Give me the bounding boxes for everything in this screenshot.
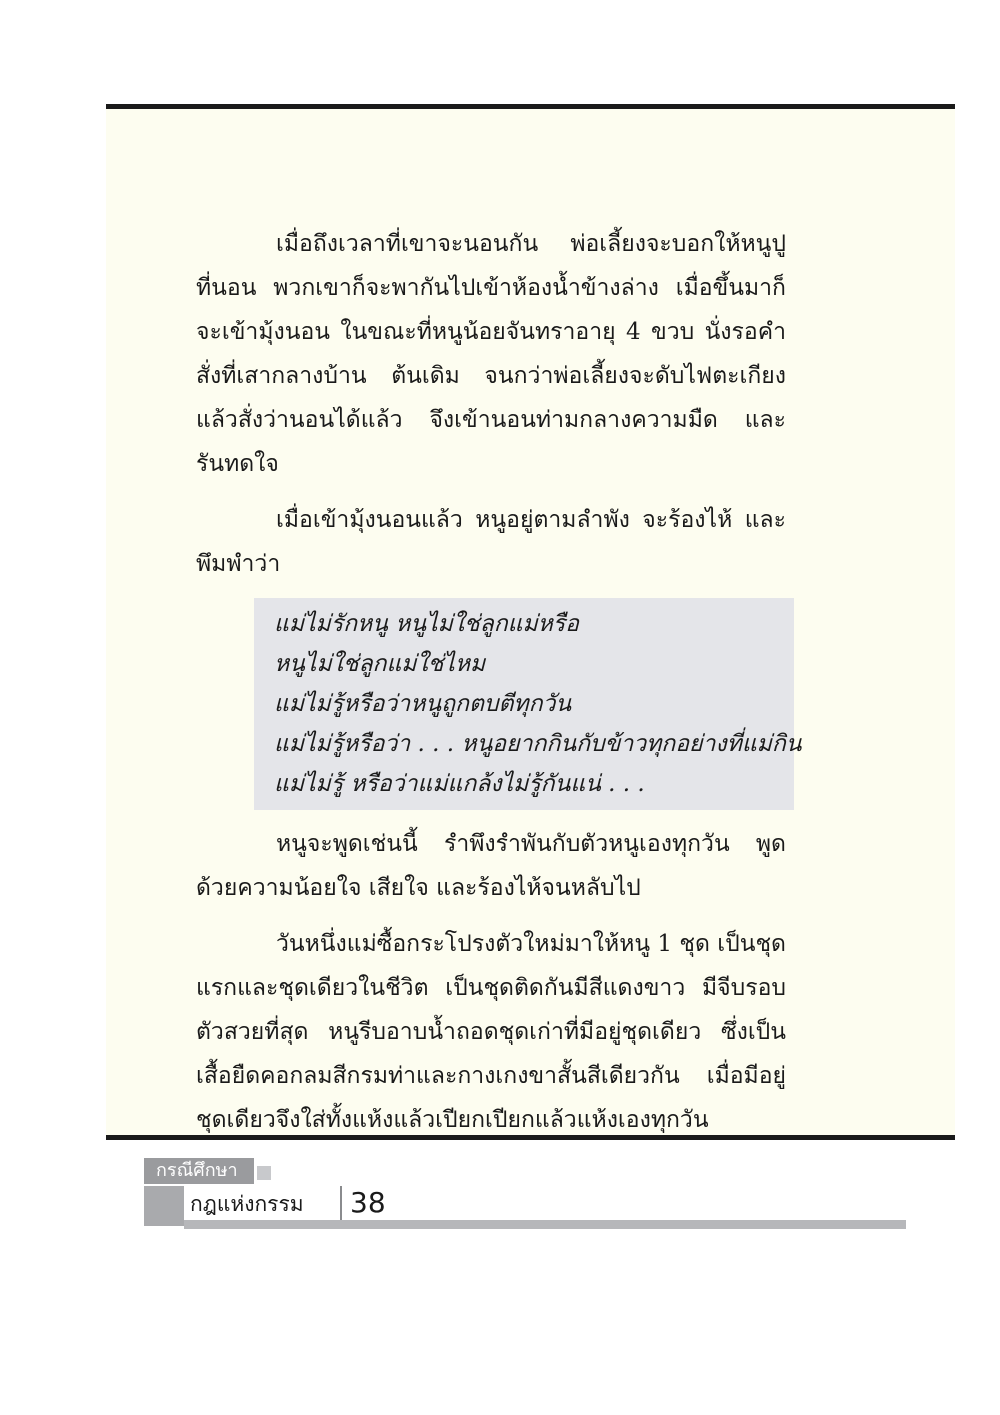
quote-line: แม่ไม่รู้หรือว่าหนูถูกตบตีทุกวัน	[274, 691, 572, 717]
quote-line: แม่ไม่รู้หรือว่า . . . หนูอยากกินกับข้าวทุกอย่างที่แม่กิน	[274, 731, 802, 757]
main-text	[196, 222, 802, 1154]
quote-line: แม่ไม่รักหนู หนูไม่ใช่ลูกแม่หรือ	[274, 611, 579, 637]
footer-decor-block	[144, 1186, 184, 1226]
footer-bar	[184, 1220, 906, 1229]
footer-decor-square	[257, 1166, 271, 1180]
top-rule	[106, 104, 955, 109]
footer-category: กรณีศึกษา	[156, 1160, 238, 1181]
paragraph-2: เมื่อเข้ามุ้งนอนแล้ว หนูอยู่ตามลำพัง จะร้องไห้ และพึมพำว่า	[196, 507, 786, 577]
quote-line: แม่ไม่รู้ หรือว่าแม่แกล้งไม่รู้กันแน่ . . .	[274, 771, 645, 797]
quote-line: หนูไม่ใช่ลูกแม่ใช่ไหม	[274, 651, 486, 677]
paragraph-3: หนูจะพูดเช่นนี้ รำพึงรำพันกับตัวหนูเองทุกวัน พูดด้วยความน้อยใจ เสียใจ และร้องไห้จนหลับไป	[196, 831, 786, 901]
paragraph-4: วันหนึ่งแม่ซื้อกระโปรงตัวใหม่มาให้หนู 1 ชุด เป็นชุดแรกและชุดเดียวในชีวิต เป็นชุดติดกันมีสีแดงขาว มีจีบรอบตัวสวยที่สุด หนูรีบอาบน้ำถอดชุดเก่าที่มีอยู่ชุดเดียว ซึ่งเป็นเสื้อยืดคอกลมสีกรมท่าและกางเกงขาสั้นสีเดียวกัน เมื่อมีอยู่ชุดเดียวจึงใส่ทั้งแห้งแล้วเปียกเปียกแล้วแห้งเองทุกวัน	[196, 931, 786, 1133]
quote-box	[254, 598, 802, 810]
footer-book-title: กฎแห่งกรรม	[190, 1192, 304, 1216]
page-number: 38	[350, 1186, 386, 1219]
paragraph-1: เมื่อถึงเวลาที่เขาจะนอนกัน พ่อเลี้ยงจะบอกให้หนูปูที่นอน พวกเขาก็จะพากันไปเข้าห้องน้ำข้างล่าง เมื่อขึ้นมาก็จะเข้ามุ้งนอน ในขณะที่หนูน้อยจันทราอายุ 4 ขวบ นั่งรอคำสั่งที่เสากลางบ้าน ต้นเดิม จนกว่าพ่อเลี้ยงจะดับไฟตะเกียง แล้วสั่งว่านอนได้แล้ว จึงเข้านอนท่ามกลางความมืด และรันทดใจ	[196, 231, 786, 477]
